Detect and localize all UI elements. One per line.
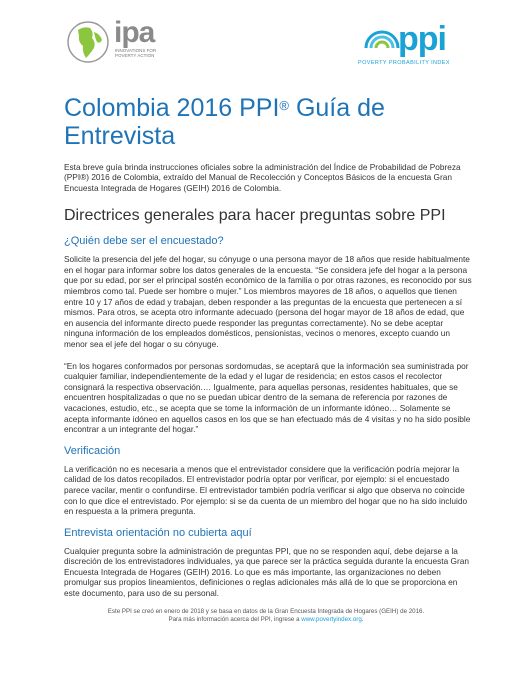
verification-paragraph: La verificación no es necesaria a menos que el entrevistador considere que la verificación podría mejorar la calidad de los datos recopilados. El entrevistador podría optar por verificar, por ejemplo: si el encuestado parece vacilar, mentir o confundirse. El entrevistador también podría verificar si algo que observa no coincide con lo que dice el entrevistado. Por ejemplo: si se da cuenta de un miembro del hogar que no ha sido incluido en respuesta a la primera pregunta. bbox=[64, 463, 468, 517]
ipa-logo bbox=[64, 14, 174, 70]
respondent-paragraph-2: “En los hogares conformados por personas sordomudas, se aceptará que la información sea suministrada por cualquier familiar, independientemente de la edad y el lugar de residencia; en estos casos el recolector consignará la respectiva observación.… Igualmente, para aquellas personas, residentes habituales, que se encuentren hospitalizadas o que no se puedan ubicar dentro de la semana de referencia por razones de vacaciones, estudio, etc., se acepta que se tome la información de un informante idóneo… Solamente se acepta informante idóneo en aquellos casos en los que se han efectuado más de 4 visitas y no ha sido posible encontrar a un integrante del hogar.” bbox=[64, 360, 471, 435]
page-footer bbox=[0, 608, 532, 624]
globe-icon bbox=[64, 18, 112, 66]
arcs-icon bbox=[362, 18, 402, 58]
section-heading-not-covered: Entrevista orientación no cubierta aquí bbox=[64, 526, 252, 539]
not-covered-paragraph: Cualquier pregunta sobre la administración de preguntas PPI, que no se responden aquí, debe dejarse a la discreción de los entrevistadores individuales, ya que parece ser la práctica seguida durante la encuesta Gran Encuesta Integrada de Hogares (GEIH) 2016. Lo que es más importante, las organizaciones no deben promulgar sus propios lineamientos, definiciones o reglas adicionales más allá de lo que se proporciona en este documento, para uso de su personal. bbox=[64, 545, 469, 599]
document-body bbox=[64, 94, 474, 599]
section-heading-verification: Verificación bbox=[64, 444, 121, 457]
footer-line-2: Para más información acerca del PPI, ingrese a www.povertyindex.org. bbox=[168, 616, 364, 623]
page-title: Colombia 2016 PPI® Guía de Entrevista bbox=[64, 94, 385, 150]
ppi-logo bbox=[352, 14, 472, 74]
respondent-paragraph-1: Solicite la presencia del jefe del hogar, su cónyuge o una persona mayor de 18 años que reside habitualmente en el hogar para informar sobre los datos generales de la encuesta. “Se considera jefe del hogar a la persona que por su edad, por ser el principal sostén económico de la familia o por otras razones, es reconocido por sus miembros como tal. Puede ser hombre o mujer.” Los miembros mayores de 18 años, o aquellos que tienen entre 10 y 17 años de edad y trabajan, deben responder a las preguntas de la encuesta que pertenecen a sí mismos. Para otros, se acepta otro informante adecuado (persona del hogar mayor de 18 años de edad, que en ausencia del informante directo puede responder las preguntas correctamente). No se debe aceptar ninguna información de los empleados domésticos, pensionistas, vecinos o menores, excepto cuando un menor sea el jefe del hogar o su cónyuge. bbox=[64, 254, 472, 349]
section-heading-respondent: ¿Quién debe ser el encuestado? bbox=[64, 235, 224, 248]
intro-paragraph: Esta breve guía brinda instrucciones oficiales sobre la administración del Índice de Probabilidad de Pobreza (PPI®) 2016 de Colombia, extraído del Manual de Recolección y Conceptos Básicos de la encuesta Gran Encuesta Integrada de Hogares (GEIH) 2016 de Colombia. bbox=[64, 162, 461, 193]
ipa-wordmark: ipa bbox=[114, 16, 155, 49]
povertyindex-link[interactable]: www.povertyindex.org bbox=[301, 616, 362, 623]
general-heading: Directrices generales para hacer preguntas sobre PPI bbox=[64, 207, 446, 225]
ppi-wordmark: ppi bbox=[398, 20, 446, 58]
footer-line-1: Este PPI se creó en enero de 2018 y se basa en datos de la Gran Encuesta Integrada de Hogares (GEIH) de 2016. bbox=[107, 608, 425, 615]
ppi-tagline: POVERTY PROBABILITY INDEX bbox=[358, 60, 450, 66]
page-header bbox=[0, 14, 532, 74]
ipa-tagline: INNOVATIONS FOR POVERTY ACTION bbox=[115, 48, 157, 58]
